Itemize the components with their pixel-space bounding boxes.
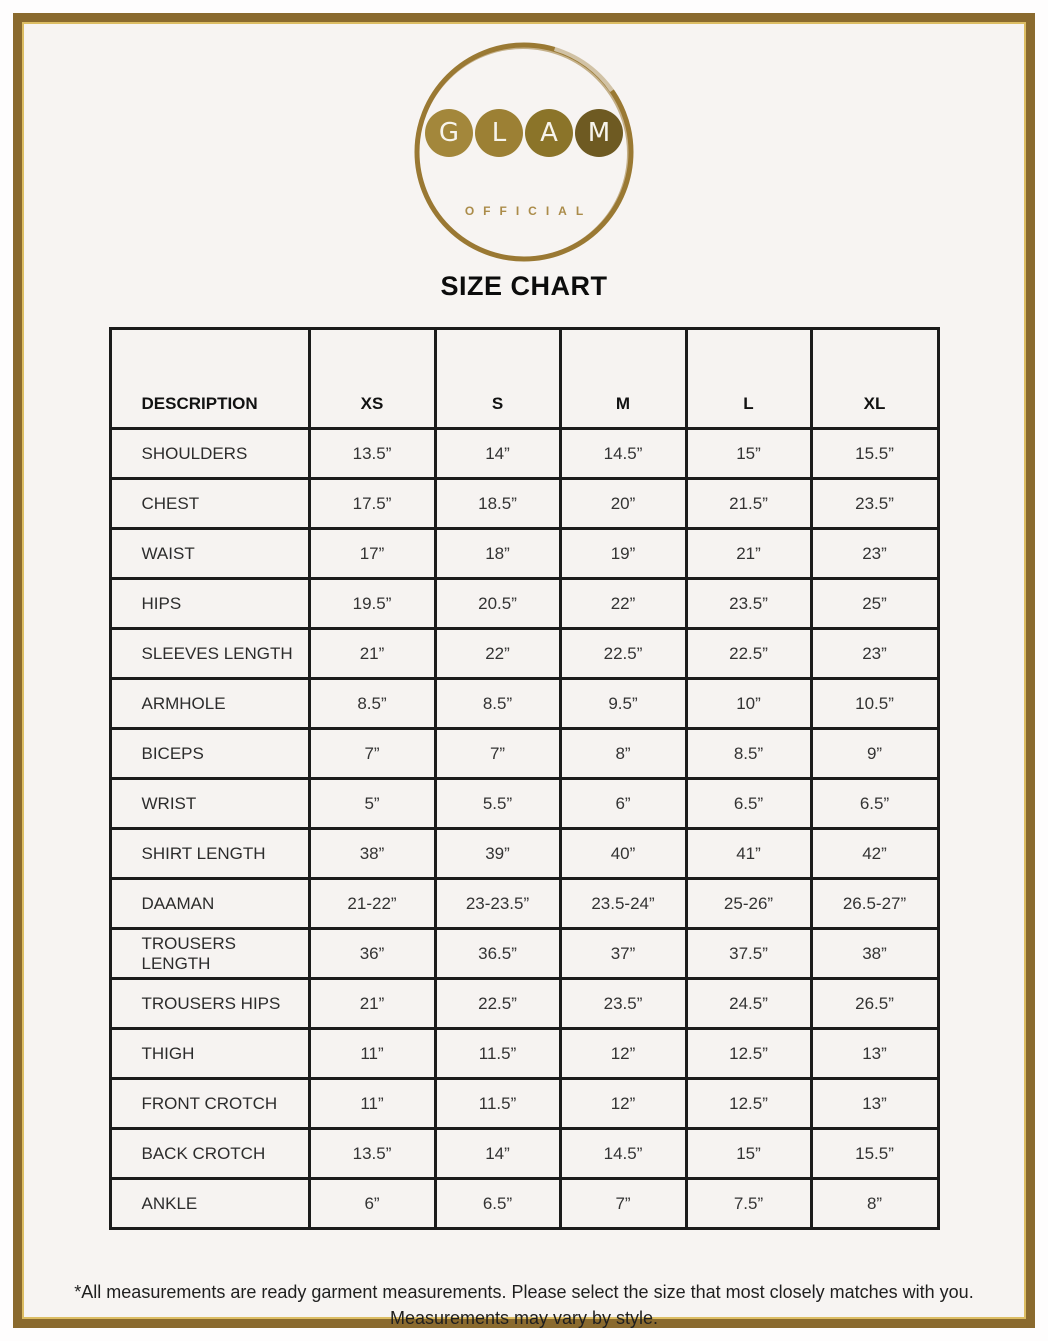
description-cell: BACK CROTCH: [110, 1129, 309, 1179]
column-header: XS: [309, 329, 435, 429]
table-row: [110, 929, 938, 979]
size-value-cell: 42”: [811, 829, 938, 879]
size-value-cell: 39”: [435, 829, 560, 879]
size-value-cell: 12.5”: [686, 1029, 811, 1079]
description-cell: TROUSERS LENGTH: [110, 929, 309, 979]
size-value-cell: 37”: [560, 929, 686, 979]
size-value-cell: 21.5”: [686, 479, 811, 529]
size-value-cell: 13.5”: [309, 1129, 435, 1179]
size-value-cell: 10.5”: [811, 679, 938, 729]
description-cell: DAAMAN: [110, 879, 309, 929]
column-header: DESCRIPTION: [110, 329, 309, 429]
column-header: L: [686, 329, 811, 429]
table-row: [110, 1129, 938, 1179]
size-value-cell: 23.5”: [560, 979, 686, 1029]
description-cell: ANKLE: [110, 1179, 309, 1229]
table-row: [110, 829, 938, 879]
size-value-cell: 5”: [309, 779, 435, 829]
size-value-cell: 11.5”: [435, 1079, 560, 1129]
size-value-cell: 17.5”: [309, 479, 435, 529]
glam-letter-circle: M: [575, 109, 623, 157]
size-chart-table: [109, 327, 940, 1230]
table-row: [110, 529, 938, 579]
description-cell: ARMHOLE: [110, 679, 309, 729]
description-cell: FRONT CROTCH: [110, 1079, 309, 1129]
size-value-cell: 38”: [309, 829, 435, 879]
size-value-cell: 12.5”: [686, 1079, 811, 1129]
description-cell: CHEST: [110, 479, 309, 529]
description-cell: BICEPS: [110, 729, 309, 779]
glam-letter-circle: A: [525, 109, 573, 157]
size-value-cell: 20.5”: [435, 579, 560, 629]
description-cell: SLEEVES LENGTH: [110, 629, 309, 679]
size-value-cell: 22”: [560, 579, 686, 629]
description-cell: WAIST: [110, 529, 309, 579]
size-value-cell: 13”: [811, 1029, 938, 1079]
table-header: [110, 329, 938, 429]
size-value-cell: 11.5”: [435, 1029, 560, 1079]
size-value-cell: 22.5”: [435, 979, 560, 1029]
size-value-cell: 25”: [811, 579, 938, 629]
size-value-cell: 23”: [811, 529, 938, 579]
table-row: [110, 579, 938, 629]
size-value-cell: 36.5”: [435, 929, 560, 979]
column-header: S: [435, 329, 560, 429]
size-value-cell: 18”: [435, 529, 560, 579]
size-value-cell: 7”: [309, 729, 435, 779]
table-row: [110, 1179, 938, 1229]
size-value-cell: 36”: [309, 929, 435, 979]
size-value-cell: 8.5”: [686, 729, 811, 779]
description-cell: WRIST: [110, 779, 309, 829]
size-value-cell: 40”: [560, 829, 686, 879]
size-value-cell: 22.5”: [560, 629, 686, 679]
description-cell: SHOULDERS: [110, 429, 309, 479]
size-value-cell: 24.5”: [686, 979, 811, 1029]
size-value-cell: 14.5”: [560, 429, 686, 479]
size-value-cell: 21”: [686, 529, 811, 579]
table-row: [110, 479, 938, 529]
size-value-cell: 14”: [435, 429, 560, 479]
description-cell: HIPS: [110, 579, 309, 629]
glam-letter-circle: G: [425, 109, 473, 157]
table-row: [110, 779, 938, 829]
size-value-cell: 19.5”: [309, 579, 435, 629]
size-value-cell: 17”: [309, 529, 435, 579]
size-value-cell: 9.5”: [560, 679, 686, 729]
size-value-cell: 25-26”: [686, 879, 811, 929]
size-value-cell: 13.5”: [309, 429, 435, 479]
size-value-cell: 7”: [435, 729, 560, 779]
size-value-cell: 37.5”: [686, 929, 811, 979]
size-value-cell: 19”: [560, 529, 686, 579]
size-value-cell: 8”: [811, 1179, 938, 1229]
size-value-cell: 26.5-27”: [811, 879, 938, 929]
size-value-cell: 6”: [309, 1179, 435, 1229]
size-value-cell: 11”: [309, 1079, 435, 1129]
table-body: [110, 429, 938, 1229]
table-row: [110, 979, 938, 1029]
footer-line-2: Measurements may vary by style.: [389, 1308, 659, 1329]
size-value-cell: 6.5”: [435, 1179, 560, 1229]
logo-subtitle: OFFICIAL: [464, 204, 593, 218]
size-value-cell: 5.5”: [435, 779, 560, 829]
size-value-cell: 23.5”: [686, 579, 811, 629]
size-value-cell: 21”: [309, 629, 435, 679]
size-value-cell: 15.5”: [811, 1129, 938, 1179]
size-value-cell: 6.5”: [686, 779, 811, 829]
brand-letters: [409, 109, 639, 157]
size-value-cell: 21-22”: [309, 879, 435, 929]
brand-logo: [409, 38, 639, 262]
table-row: [110, 629, 938, 679]
table-row: [110, 879, 938, 929]
size-value-cell: 12”: [560, 1079, 686, 1129]
size-value-cell: 11”: [309, 1029, 435, 1079]
size-value-cell: 6”: [560, 779, 686, 829]
size-value-cell: 21”: [309, 979, 435, 1029]
size-value-cell: 8.5”: [435, 679, 560, 729]
page-title: SIZE CHART: [440, 271, 608, 301]
size-value-cell: 23-23.5”: [435, 879, 560, 929]
size-value-cell: 23”: [811, 629, 938, 679]
size-value-cell: 38”: [811, 929, 938, 979]
size-value-cell: 41”: [686, 829, 811, 879]
size-value-cell: 14”: [435, 1129, 560, 1179]
footer-line-1: *All measurements are ready garment measurements. Please select the size that most closely matches with you.: [74, 1282, 974, 1302]
size-value-cell: 8.5”: [309, 679, 435, 729]
description-cell: SHIRT LENGTH: [110, 829, 309, 879]
size-value-cell: 7”: [560, 1179, 686, 1229]
size-value-cell: 10”: [686, 679, 811, 729]
description-cell: THIGH: [110, 1029, 309, 1079]
size-value-cell: 8”: [560, 729, 686, 779]
glam-letter-circle: L: [475, 109, 523, 157]
size-value-cell: 13”: [811, 1079, 938, 1129]
size-value-cell: 18.5”: [435, 479, 560, 529]
size-value-cell: 15”: [686, 1129, 811, 1179]
page-content: [22, 22, 1026, 1329]
table-row: [110, 429, 938, 479]
column-header: XL: [811, 329, 938, 429]
page-border: [13, 13, 1035, 1328]
table-row: [110, 1029, 938, 1079]
size-value-cell: 9”: [811, 729, 938, 779]
size-value-cell: 7.5”: [686, 1179, 811, 1229]
size-value-cell: 14.5”: [560, 1129, 686, 1179]
table-row: [110, 1079, 938, 1129]
size-value-cell: 23.5-24”: [560, 879, 686, 929]
footer-note: [74, 1279, 974, 1331]
header-row: [110, 329, 938, 429]
size-value-cell: 23.5”: [811, 479, 938, 529]
size-value-cell: 12”: [560, 1029, 686, 1079]
size-value-cell: 15.5”: [811, 429, 938, 479]
size-value-cell: 6.5”: [811, 779, 938, 829]
table-row: [110, 729, 938, 779]
description-cell: TROUSERS HIPS: [110, 979, 309, 1029]
size-value-cell: 26.5”: [811, 979, 938, 1029]
size-value-cell: 22”: [435, 629, 560, 679]
size-value-cell: 22.5”: [686, 629, 811, 679]
size-value-cell: 15”: [686, 429, 811, 479]
size-value-cell: 20”: [560, 479, 686, 529]
table-row: [110, 679, 938, 729]
column-header: M: [560, 329, 686, 429]
